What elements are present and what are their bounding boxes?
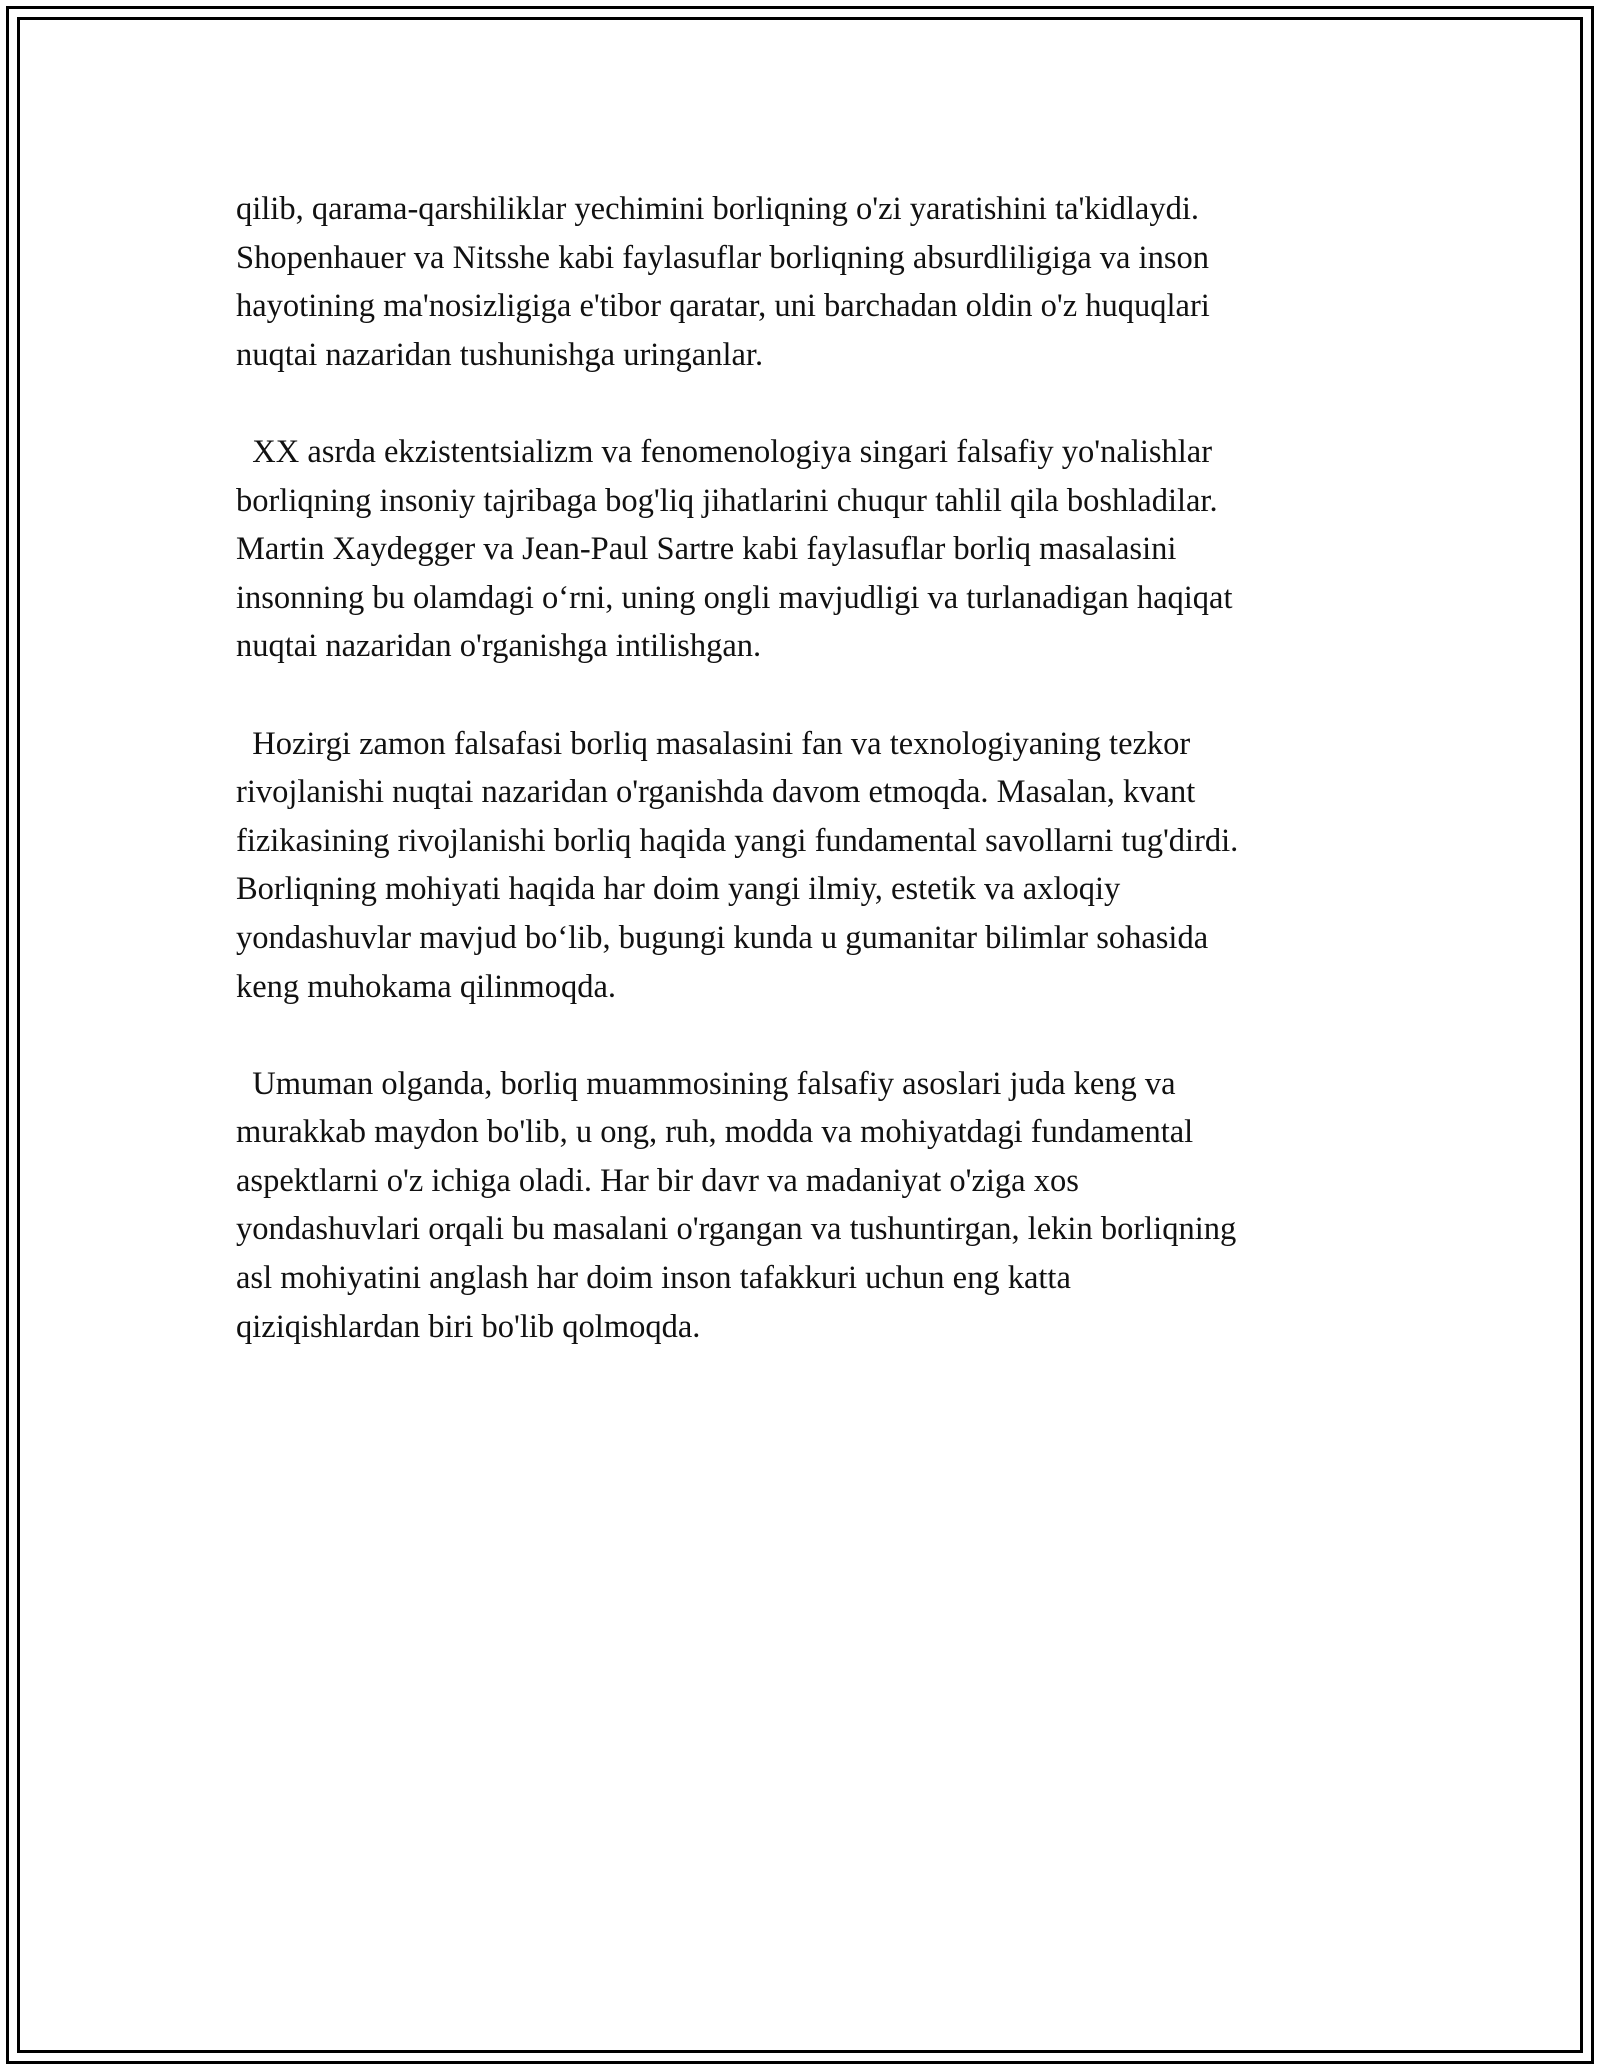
text-line: Borliqning mohiyati haqida har doim yangi ilmiy, estetik va axloqiy — [236, 871, 1121, 908]
text-line: Umuman olganda, borliq muammosining falsafiy asoslari juda keng va — [236, 1065, 1176, 1102]
paragraph — [236, 185, 1406, 379]
text-line: qilib, qarama-qarshiliklar yechimini borliqning o'zi yaratishini ta'kidlaydi. — [236, 191, 1200, 227]
paragraph — [236, 720, 1406, 1012]
paragraph — [236, 1060, 1406, 1352]
document-body — [236, 185, 1406, 1400]
text-line: yondashuvlar mavjud bo‘lib, bugungi kunda u gumanitar bilimlar sohasida — [236, 919, 1209, 956]
text-line: XX asrda ekzistentsializm va fenomenologiya singari falsafiy yo'nalishlar — [236, 433, 1213, 470]
text-line: aspektlarni o'z ichiga oladi. Har bir davr va madaniyat o'ziga xos — [236, 1162, 1079, 1199]
text-line: Shopenhauer va Nitsshe kabi faylasuflar borliqning absurdliligiga va inson — [236, 239, 1209, 276]
paragraph — [236, 428, 1406, 671]
text-line: nuqtai nazaridan o'rganishga intilishgan. — [236, 628, 762, 665]
text-line: borliqning insoniy tajribaga bog'liq jihatlarini chuqur tahlil qila boshladilar. — [236, 482, 1218, 519]
text-line: fizikasining rivojlanishi borliq haqida yangi fundamental savollarni tug'dirdi. — [236, 822, 1239, 859]
text-line: asl mohiyatini anglash har doim inson tafakkuri uchun eng katta — [236, 1260, 1071, 1297]
text-line: murakkab maydon bo'lib, u ong, ruh, modda va mohiyatdagi fundamental — [236, 1114, 1194, 1151]
text-line: insonning bu olamdagi o‘rni, uning ongli mavjudligi va turlanadigan haqiqat — [236, 579, 1233, 616]
text-line: rivojlanishi nuqtai nazaridan o'rganishda davom etmoqda. Masalan, kvant — [236, 774, 1196, 811]
text-line: yondashuvlari orqali bu masalani o'rgangan va tushuntirgan, lekin borliqning — [236, 1211, 1237, 1248]
text-line: nuqtai nazaridan tushunishga uringanlar. — [236, 336, 764, 373]
text-line: Hozirgi zamon falsafasi borliq masalasini fan va texnologiyaning tezkor — [236, 725, 1191, 762]
text-line: keng muhokama qilinmoqda. — [236, 968, 617, 1005]
text-line: Martin Xaydegger va Jean-Paul Sartre kabi faylasuflar borliq masalasini — [236, 531, 1177, 568]
text-line: qiziqishlardan biri bo'lib qolmoqda. — [236, 1308, 701, 1345]
text-line: hayotining ma'nosizligiga e'tibor qaratar, uni barchadan oldin o'z huquqlari — [236, 288, 1210, 325]
